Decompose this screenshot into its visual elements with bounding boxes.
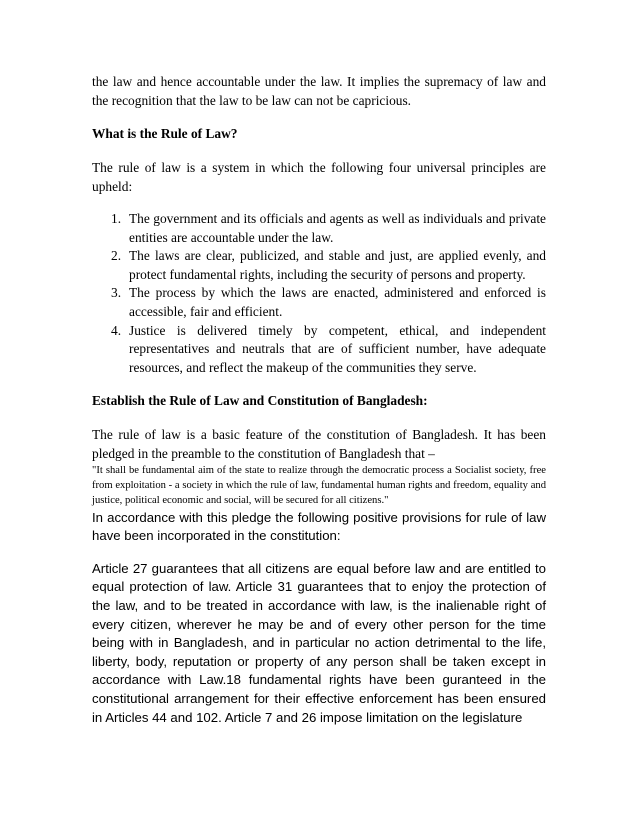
opening-paragraph: the law and hence accountable under the law. It implies the supremacy of law and the recognition that the law to be law can not be capricious. [92, 74, 546, 109]
list-item [111, 322, 546, 378]
list-item-text: Justice is delivered timely by competent, ethical, and independent representatives and neutrals that are of sufficient number, have adequate resources, and reflect the makeup of the communities they serve. [129, 322, 546, 375]
list-item-number: 4. [111, 322, 122, 338]
list-item-number: 3. [111, 285, 122, 301]
bangladesh-paragraph: The rule of law is a basic feature of the constitution of Bangladesh. It has been pledged in the preamble to the constitution of Bangladesh that – [92, 426, 546, 461]
list-item [111, 247, 546, 284]
list-item-text: The government and its officials and agents as well as individuals and private entities are accountable under the law. [129, 211, 546, 245]
heading-what-is-rule-of-law: What is the Rule of Law? [92, 126, 238, 142]
list-item-text: The process by which the laws are enacted, administered and enforced is accessible, fair and efficient. [129, 285, 546, 319]
list-item-text: The laws are clear, publicized, and stable and just, are applied evenly, and protect fundamental rights, including the security of persons and property. [129, 248, 546, 282]
list-item [111, 284, 546, 321]
intro-paragraph: The rule of law is a system in which the following four universal principles are upheld: [92, 159, 546, 194]
heading-establish-rule-of-law: Establish the Rule of Law and Constitution of Bangladesh: [92, 393, 428, 409]
principles-list [92, 210, 546, 377]
articles-paragraph: Article 27 guarantees that all citizens are equal before law and are entitled to equal protection of law. Article 31 guarantees that to enjoy the protection of the law, and to be treated in accordance with law, is the inalienable right of every citizen, wherever he may be and of every other person for the time being with in Bangladesh, and in particular no action detrimental to the life, liberty, body, reputation or property of any person shall be taken except in accordance with Law.18 fundamental rights have been guranteed in the constitutional arrangement for their effective enforcement has been ensured in Articles 44 and 102. Article 7 and 26 impose limitation on the legislature [92, 560, 546, 725]
list-item-number: 2. [111, 248, 122, 264]
pledge-paragraph: In accordance with this pledge the following positive provisions for rule of law have been incorporated in the constitution: [92, 509, 546, 544]
list-item [111, 210, 546, 247]
document-page [92, 72, 546, 727]
list-item-number: 1. [111, 211, 122, 227]
preamble-quote: "It shall be fundamental aim of the state to realize through the democratic process a Socialist society, free from exploitation - a society in which the rule of law, fundamental human rights and freedom, equality and justice, political economic and social, will be secured for all citizens." [92, 464, 546, 507]
